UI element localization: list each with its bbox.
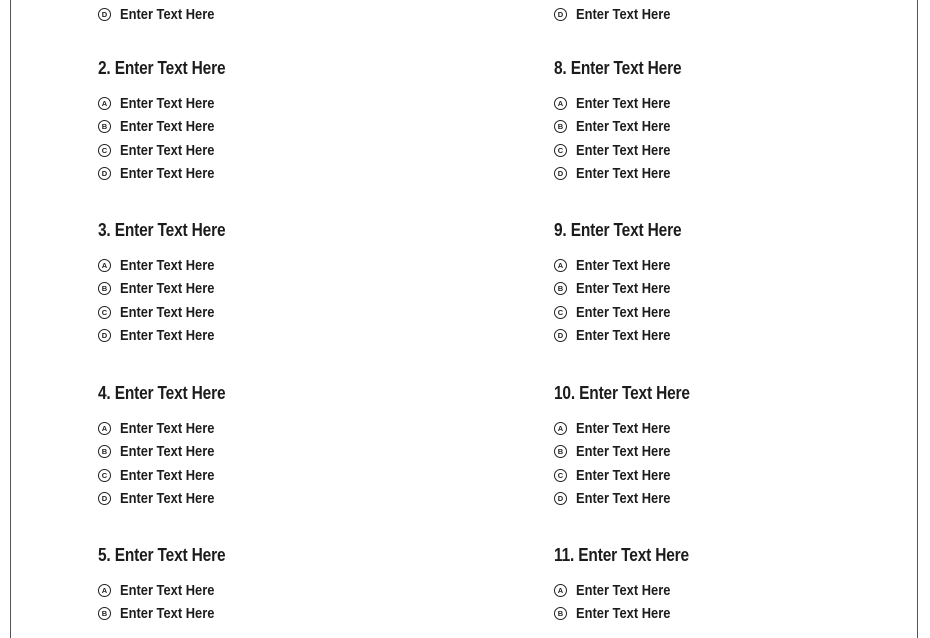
option-letter-bubble-icon[interactable]: B [554, 282, 567, 295]
option-text: Enter Text Here [576, 466, 671, 484]
option-letter-bubble-icon[interactable]: A [98, 97, 111, 110]
answer-option[interactable] [98, 582, 230, 599]
option-text: Enter Text Here [120, 280, 215, 298]
option-text: Enter Text Here [576, 490, 671, 508]
option-letter-bubble-icon[interactable]: D [554, 492, 567, 505]
option-text: Enter Text Here [120, 141, 215, 159]
option-letter-bubble-icon[interactable]: B [98, 607, 111, 620]
question-title: 2. Enter Text Here [98, 58, 226, 78]
option-text: Enter Text Here [120, 605, 215, 623]
option-letter-bubble-icon[interactable]: B [554, 120, 567, 133]
option-letter-bubble-icon[interactable]: B [554, 445, 567, 458]
answer-option[interactable] [98, 165, 230, 182]
option-letter-bubble-icon[interactable]: A [554, 584, 567, 597]
option-text: Enter Text Here [576, 303, 671, 321]
option-letter-bubble-icon[interactable]: A [554, 422, 567, 435]
option-text: Enter Text Here [576, 420, 671, 437]
answer-option[interactable] [98, 327, 230, 344]
answer-option[interactable] [98, 490, 230, 507]
option-text: Enter Text Here [576, 605, 671, 623]
option-letter-bubble-icon[interactable]: C [98, 469, 111, 482]
answer-option[interactable] [98, 443, 230, 460]
option-text: Enter Text Here [576, 118, 671, 136]
option-letter-bubble-icon[interactable]: B [98, 445, 111, 458]
answer-option[interactable] [98, 95, 230, 112]
option-text: Enter Text Here [120, 165, 215, 183]
answer-option[interactable] [554, 280, 686, 297]
option-text: Enter Text Here [576, 582, 671, 599]
answer-option[interactable] [554, 118, 686, 135]
option-text: Enter Text Here [576, 6, 671, 23]
option-letter-bubble-icon[interactable]: A [98, 584, 111, 597]
answer-option[interactable] [554, 490, 686, 507]
question-title: 5. Enter Text Here [98, 545, 226, 565]
answer-option[interactable] [98, 304, 230, 321]
option-text: Enter Text Here [120, 466, 215, 484]
answer-option[interactable] [554, 327, 686, 344]
answer-option[interactable] [98, 6, 230, 23]
option-text: Enter Text Here [120, 257, 215, 274]
option-text: Enter Text Here [576, 257, 671, 274]
option-letter-bubble-icon[interactable]: C [554, 306, 567, 319]
answer-option[interactable] [554, 304, 686, 321]
worksheet-page [10, 0, 918, 638]
answer-option[interactable] [554, 257, 686, 274]
option-letter-bubble-icon[interactable]: D [98, 492, 111, 505]
answer-option[interactable] [98, 257, 230, 274]
option-text: Enter Text Here [120, 6, 215, 23]
question-title: 9. Enter Text Here [554, 220, 682, 240]
option-text: Enter Text Here [120, 582, 215, 599]
question-title: 8. Enter Text Here [554, 58, 682, 78]
option-letter-bubble-icon[interactable]: D [554, 329, 567, 342]
option-letter-bubble-icon[interactable]: A [98, 259, 111, 272]
answer-option[interactable] [554, 95, 686, 112]
option-letter-bubble-icon[interactable]: D [554, 8, 567, 21]
option-letter-bubble-icon[interactable]: B [98, 282, 111, 295]
question-title: 10. Enter Text Here [554, 383, 690, 403]
option-text: Enter Text Here [120, 118, 215, 136]
question-title: 3. Enter Text Here [98, 220, 226, 240]
answer-option[interactable] [554, 467, 686, 484]
option-text: Enter Text Here [576, 141, 671, 159]
answer-option[interactable] [554, 6, 686, 23]
answer-option[interactable] [554, 443, 686, 460]
option-letter-bubble-icon[interactable]: A [554, 259, 567, 272]
option-text: Enter Text Here [120, 443, 215, 461]
option-text: Enter Text Here [120, 420, 215, 437]
answer-option[interactable] [98, 420, 230, 437]
option-text: Enter Text Here [576, 95, 671, 112]
option-text: Enter Text Here [576, 327, 671, 345]
option-text: Enter Text Here [120, 95, 215, 112]
answer-option[interactable] [554, 142, 686, 159]
answer-option[interactable] [98, 118, 230, 135]
option-letter-bubble-icon[interactable]: D [98, 329, 111, 342]
answer-option[interactable] [98, 467, 230, 484]
answer-option[interactable] [98, 142, 230, 159]
option-text: Enter Text Here [576, 280, 671, 298]
option-letter-bubble-icon[interactable]: A [554, 97, 567, 110]
option-letter-bubble-icon[interactable]: D [554, 167, 567, 180]
option-letter-bubble-icon[interactable]: C [98, 144, 111, 157]
question-title: 4. Enter Text Here [98, 383, 226, 403]
option-text: Enter Text Here [576, 443, 671, 461]
option-letter-bubble-icon[interactable]: C [554, 144, 567, 157]
option-letter-bubble-icon[interactable]: D [98, 167, 111, 180]
answer-option[interactable] [554, 165, 686, 182]
option-text: Enter Text Here [120, 327, 215, 345]
option-text: Enter Text Here [120, 490, 215, 508]
option-text: Enter Text Here [576, 165, 671, 183]
option-text: Enter Text Here [120, 303, 215, 321]
option-letter-bubble-icon[interactable]: B [554, 607, 567, 620]
option-letter-bubble-icon[interactable]: B [98, 120, 111, 133]
answer-option[interactable] [98, 280, 230, 297]
option-letter-bubble-icon[interactable]: D [98, 8, 111, 21]
option-letter-bubble-icon[interactable]: C [98, 306, 111, 319]
option-letter-bubble-icon[interactable]: A [98, 422, 111, 435]
answer-option[interactable] [554, 582, 686, 599]
answer-option[interactable] [554, 420, 686, 437]
question-title: 11. Enter Text Here [554, 545, 689, 565]
option-letter-bubble-icon[interactable]: C [554, 469, 567, 482]
